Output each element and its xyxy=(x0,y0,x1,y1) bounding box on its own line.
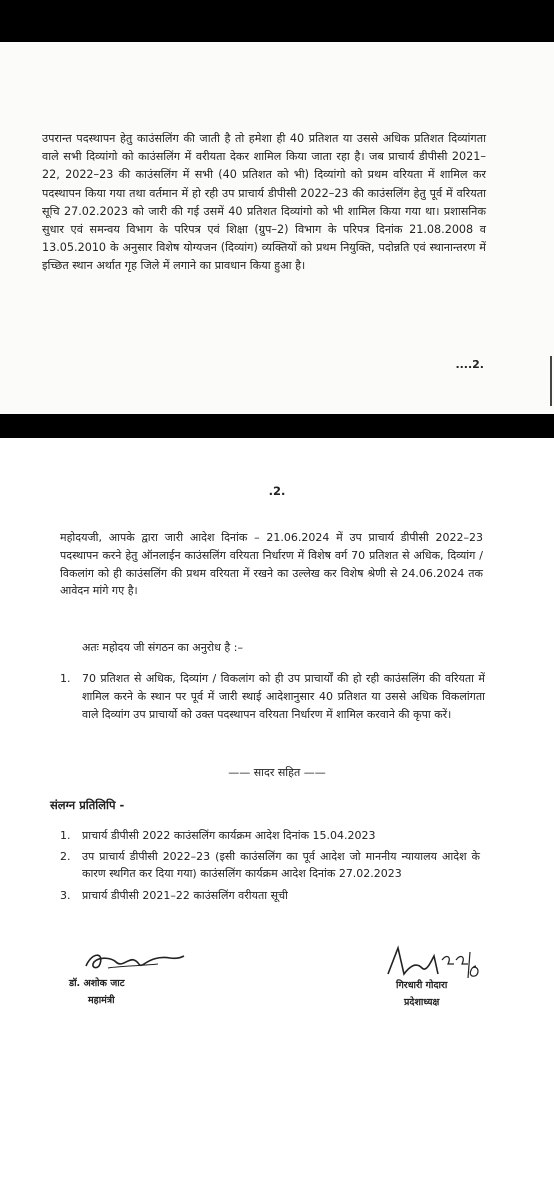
list-item-text: 70 प्रतिशत से अधिक, दिव्यांग / विकलांग को ही उप प्राचार्यों की हो रही काउंसलिंग की वरियता में शामिल करने के स्थान पर पूर्व में जारी स्थाई आदेशानुसार 40 प्रतिशत या उससे अधिक विकलांगता वाले दिव्यांग उप प्राचार्यो को उक्त पदस्थापन वरियता निर्धारण में शामिल करवाने की कृपा करें। xyxy=(82,672,485,721)
signatory-role: महामंत्री xyxy=(88,995,115,1006)
page-edge-mark xyxy=(550,356,552,406)
request-line: अतः महोदय जी संगठन का अनुरोध है :– xyxy=(82,641,243,654)
list-item-number: 3. xyxy=(60,888,71,902)
page-divider-band xyxy=(0,414,554,438)
document-page-1 xyxy=(0,42,554,414)
signatory-2 xyxy=(378,978,508,1008)
top-black-band xyxy=(0,0,554,42)
list-item-text: प्राचार्य डीपीसी 2021–22 काउंसलिंग वरीयता सूची xyxy=(82,888,288,902)
signatory-role: प्रदेशाध्यक्ष xyxy=(404,997,440,1008)
list-item xyxy=(60,670,485,723)
list-item-number: 1. xyxy=(60,829,71,842)
list-item-number: 1. xyxy=(60,672,71,685)
signatory-name: गिरधारी गोदारा xyxy=(396,980,448,991)
list-item-text: प्राचार्य डीपीसी 2022 काउंसलिंग कार्यक्रम आदेश दिनांक 15.04.2023 xyxy=(82,829,376,842)
signatory-1 xyxy=(64,976,184,1006)
annexure-title: संलग्न प्रतिलिपि - xyxy=(50,798,125,812)
next-page-reference: ....2. xyxy=(455,358,484,371)
document-page-2 xyxy=(0,438,554,1200)
list-item xyxy=(60,887,480,904)
order-reference-paragraph: महोदयजी, आपके द्वारा जारी आदेश दिनांक – 21.06.2024 में उप प्राचार्य डीपीसी 2022–23 पदस्थापन करने हेतु ऑनलाईन काउंसलिंग वरियता निर्धारण में विशेष वर्ग 70 प्रतिशत से अधिक, दिव्यांग / विकलांग को ही काउंसलिंग की प्रथम वरियता में रखने का उल्लेख कर विशेष श्रेणी से 24.06.2024 तक आवेदन मांगे गए है। xyxy=(60,531,483,598)
page-number: .2. xyxy=(268,484,286,498)
list-item xyxy=(60,827,480,844)
signatory-name: डॉ. अशोक जाट xyxy=(69,978,125,989)
annexure-list xyxy=(60,827,480,908)
closing-line: —— सादर सहित —— xyxy=(228,766,326,779)
signature-1-handwriting xyxy=(78,946,188,976)
list-item-text: उप प्राचार्य डीपीसी 2022–23 (इसी काउंसलिंग का पूर्व आदेश जो माननीय न्यायालय आदेश के कारण स्थगित कर दिया गया) काउंसलिंग कार्यक्रम आदेश दिनांक 27.02.2023 xyxy=(82,850,480,881)
page1-body xyxy=(42,130,486,276)
request-list xyxy=(60,670,485,724)
list-item xyxy=(60,848,480,882)
list-item-number: 2. xyxy=(60,850,71,864)
page1-paragraph: उपरान्त पदस्थापन हेतु काउंसलिंग की जाती है तो हमेशा ही 40 प्रतिशत या उससे अधिक प्रतिशत दिव्यांगता वाले सभी दिव्यांगो को काउंसलिंग में वरीयता देकर शामिल किया जाता रहा है। जब प्राचार्य डीपीसी 2021–22, 2022–23 की काउंसलिंग में सभी (40 प्रतिशत को भी) दिव्यांगो को प्रथम वरियता में शामिल कर पदस्थापन किया गया तथा वर्तमान में हो रही उप प्राचार्य डीपीसी 2022–23 की काउंसलिंग हेतु पूर्व में वरियता सूचि 27.02.2023 को जारी की गई उसमें 40 प्रतिशत दिव्यांगो को भी शामिल किया गया था। प्रशासनिक सुधार एवं समन्वय विभाग के परिपत्र एवं शिक्षा (ग्रुप–2) विभाग के परिपत्र दिनांक 21.08.2008 व 13.05.2010 के अनुसार विशेष योग्यजन (दिव्यांग) व्यक्तियों को प्रथम नियुक्ति, पदोन्नति एवं स्थानान्तरण में इच्छित स्थान अर्थात गृह जिले में लगाने का प्रावधान किया हुआ है। xyxy=(42,132,486,273)
